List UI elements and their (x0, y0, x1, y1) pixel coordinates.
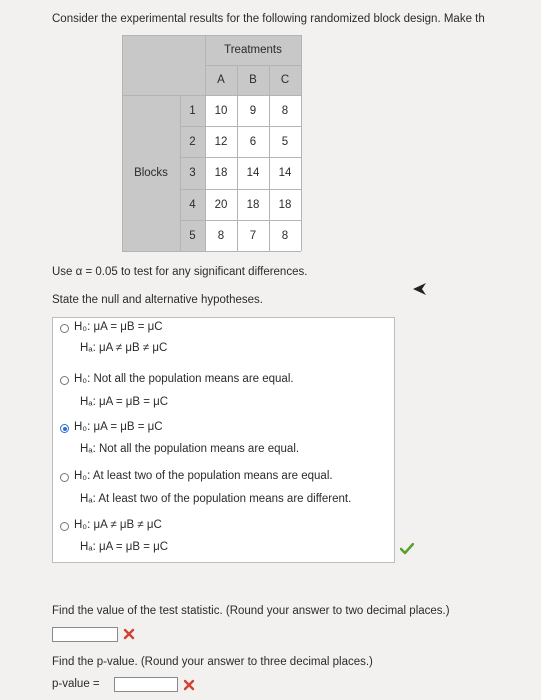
table-cell: 18 (205, 157, 237, 189)
table-cell: 7 (237, 220, 269, 251)
table-cell: 10 (205, 95, 237, 126)
table-border (269, 65, 270, 251)
column-header-a: A (205, 65, 237, 95)
table-corner (122, 35, 205, 95)
table-cell: 9 (237, 95, 269, 126)
column-header-b: B (237, 65, 269, 95)
block-number: 5 (180, 220, 205, 251)
table-cell: 5 (269, 126, 301, 157)
option-1-alternative[interactable]: Hₐ: μA ≠ μB ≠ μC (80, 342, 168, 354)
option-5-null[interactable]: H₀: μA ≠ μB ≠ μC (74, 519, 162, 531)
table-cell: 12 (205, 126, 237, 157)
option-4-radio[interactable] (60, 473, 69, 482)
option-2-radio[interactable] (60, 376, 69, 385)
table-cell: 8 (269, 95, 301, 126)
option-3-alternative[interactable]: Hₐ: Not all the population means are equal. (80, 443, 300, 455)
table-border (205, 35, 206, 251)
table-cell: 18 (269, 189, 301, 220)
table-cell: 14 (237, 157, 269, 189)
hypotheses-prompt: State the null and alternative hypotheses. (52, 294, 263, 306)
block-number: 1 (180, 95, 205, 126)
blocks-label: Blocks (134, 167, 168, 179)
column-header-c: C (269, 65, 301, 95)
table-border (122, 35, 123, 251)
table-cell: 6 (237, 126, 269, 157)
table-border (205, 65, 301, 66)
test-statistic-prompt: Find the value of the test statistic. (Round your answer to two decimal places.) (52, 605, 450, 617)
table-cell: 8 (269, 220, 301, 251)
p-value-label: p-value = (52, 678, 100, 690)
option-2-alternative[interactable]: Hₐ: μA = μB = μC (80, 396, 169, 408)
alpha-statement: Use α = 0.05 to test for any significant differences. (52, 266, 308, 278)
block-number: 3 (180, 157, 205, 189)
table-border (237, 65, 238, 251)
block-number: 2 (180, 126, 205, 157)
treatments-header: Treatments (205, 35, 301, 65)
table-cell: 14 (269, 157, 301, 189)
table-border (180, 95, 181, 251)
option-5-radio[interactable] (60, 522, 69, 531)
option-1-radio[interactable] (60, 324, 69, 333)
option-5-alternative[interactable]: Hₐ: μA = μB = μC (80, 541, 169, 553)
hypotheses-options-box (52, 317, 395, 563)
option-4-alternative[interactable]: Hₐ: At least two of the population means are different. (80, 493, 352, 505)
table-border (301, 35, 302, 251)
checkmark-icon (400, 543, 414, 555)
table-cell: 8 (205, 220, 237, 251)
option-3-null[interactable]: H₀: μA = μB = μC (74, 421, 163, 433)
table-border (180, 189, 301, 190)
block-number: 4 (180, 189, 205, 220)
option-2-null[interactable]: H₀: Not all the population means are equal. (74, 373, 294, 385)
x-mark-icon (183, 679, 195, 691)
mouse-cursor-icon (412, 282, 428, 296)
test-statistic-input[interactable] (52, 627, 118, 642)
table-border (180, 220, 301, 221)
blocks-label-cell (122, 95, 180, 251)
option-3-radio-selected[interactable] (60, 424, 69, 433)
table-border (180, 126, 301, 127)
table-border (122, 35, 301, 36)
table-border (122, 251, 301, 252)
table-border (122, 95, 301, 96)
option-1-null[interactable]: H₀: μA = μB = μC (74, 321, 163, 333)
p-value-input[interactable] (114, 677, 178, 692)
x-mark-icon (123, 628, 135, 640)
table-cell: 18 (237, 189, 269, 220)
option-4-null[interactable]: H₀: At least two of the population means are equal. (74, 470, 333, 482)
p-value-prompt: Find the p-value. (Round your answer to three decimal places.) (52, 656, 373, 668)
table-cell: 20 (205, 189, 237, 220)
question-intro: Consider the experimental results for the following randomized block design. Make th (52, 13, 485, 25)
table-border (180, 157, 301, 158)
